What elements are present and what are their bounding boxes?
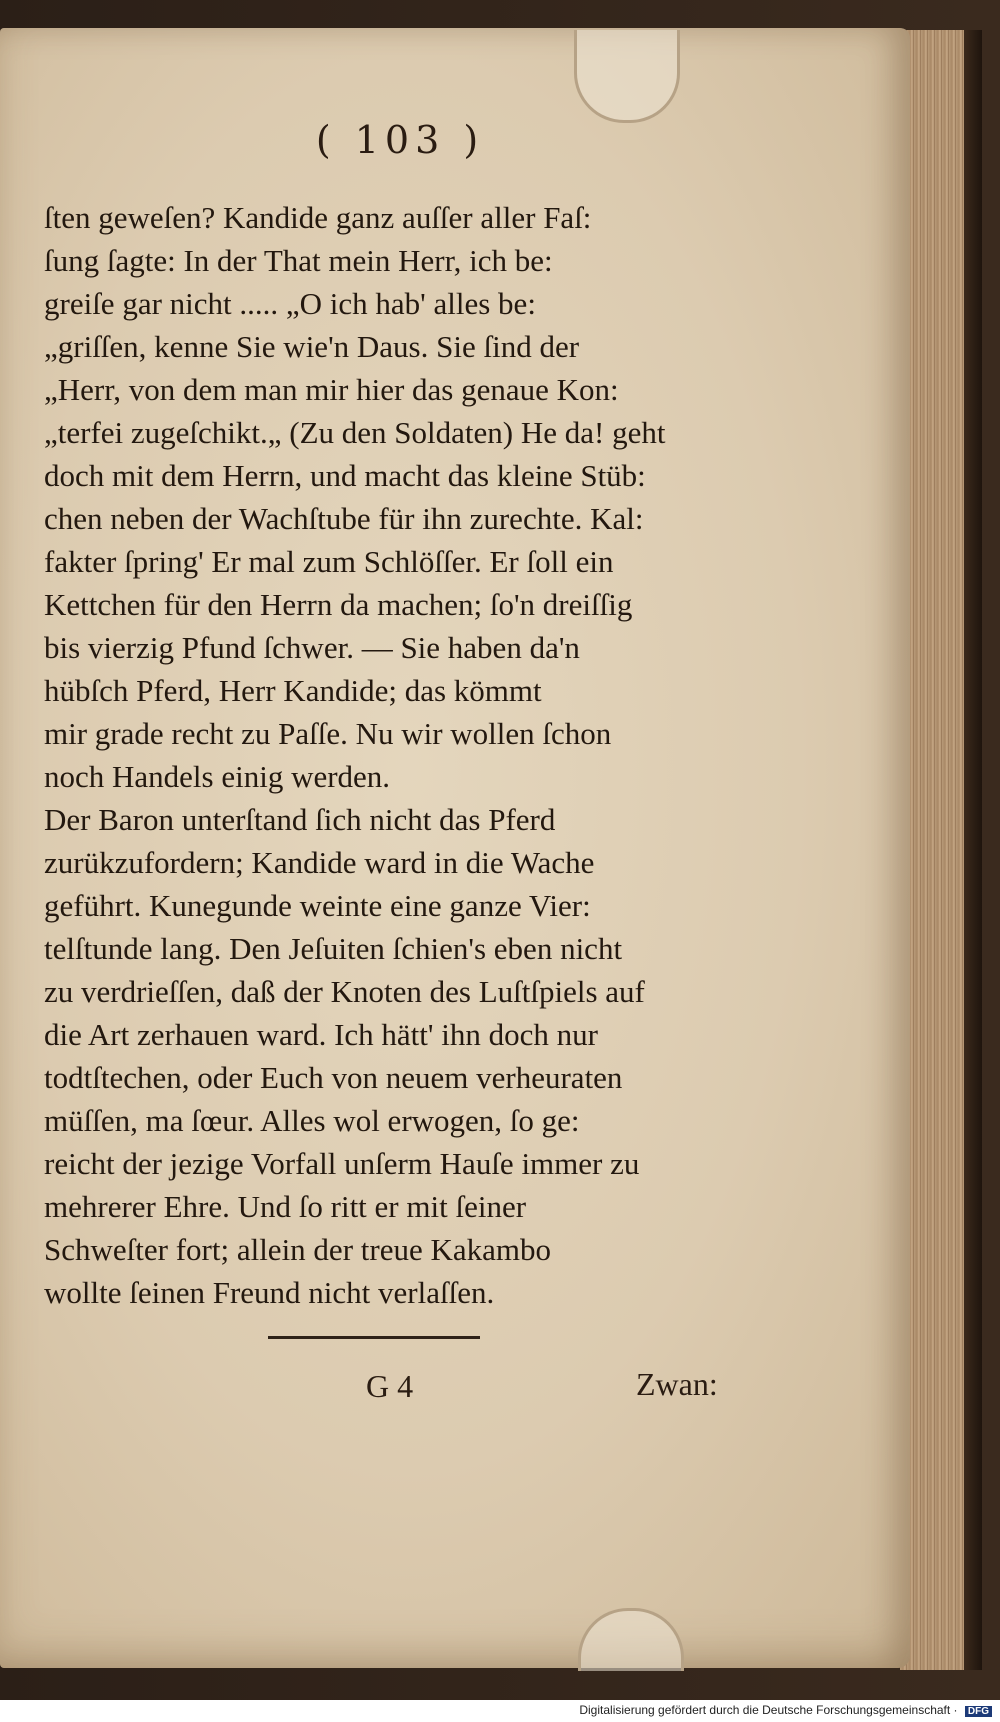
text-line: wollte ſeinen Freund nicht verlaſſen. xyxy=(44,1275,495,1310)
signature-mark: G 4 xyxy=(366,1368,414,1404)
footer-credit-text: Digitalisierung gefördert durch die Deutsche Forschungsgemeinschaft · xyxy=(579,1703,958,1717)
text-line: doch mit dem Herrn, und macht das kleine Stüb: xyxy=(44,458,646,493)
body-text xyxy=(44,196,714,1314)
text-line: mehrerer Ehre. Und ſo ritt er mit ſeiner xyxy=(44,1189,527,1224)
catchword: Zwan: xyxy=(636,1366,718,1402)
text-line: die Art zerhauen ward. Ich hätt' ihn doch nur xyxy=(44,1017,598,1052)
text-line: Der Baron unterſtand ſich nicht das Pferd xyxy=(44,802,556,837)
text-line: reicht der jezige Vorfall unſerm Hauſe immer zu xyxy=(44,1146,640,1181)
text-line: müſſen, ma ſœur. Alles wol erwogen, ſo ge: xyxy=(44,1103,580,1138)
text-line: „Herr, von dem man mir hier das genaue Kon: xyxy=(44,372,619,407)
dfg-logo: DFG xyxy=(965,1706,992,1717)
text-line: zu verdrieſſen, daß der Knoten des Luſtſpiels auf xyxy=(44,974,645,1009)
text-line: fakter ſpring' Er mal zum Schlöſſer. Er ſoll ein xyxy=(44,544,614,579)
text-line: hübſch Pferd, Herr Kandide; das kömmt xyxy=(44,673,542,708)
text-line: chen neben der Wachſtube für ihn zurechte. Kal: xyxy=(44,501,644,536)
text-line: zurükzufordern; Kandide ward in die Wache xyxy=(44,845,595,880)
text-line: noch Handels einig werden. xyxy=(44,759,391,794)
text-line: geführt. Kunegunde weinte eine ganze Vier: xyxy=(44,888,591,923)
section-rule xyxy=(268,1336,480,1339)
text-line: ſung ſagte: In der That mein Herr, ich be: xyxy=(44,243,553,278)
book-fore-edge xyxy=(900,30,982,1670)
text-line: todtſtechen, oder Euch von neuem verheuraten xyxy=(44,1060,623,1095)
text-line: telſtunde lang. Den Jeſuiten ſchien's eben nicht xyxy=(44,931,623,966)
text-line: Kettchen für den Herrn da machen; ſo'n dreiſſig xyxy=(44,587,633,622)
text-line: ſten geweſen? Kandide ganz auſſer aller Faſ: xyxy=(44,200,592,235)
page-number: ( 103 ) xyxy=(315,118,485,162)
text-line: mir grade recht zu Paſſe. Nu wir wollen ſchon xyxy=(44,716,612,751)
page-holder-clip-top xyxy=(574,30,680,123)
text-line: „griſſen, kenne Sie wie'n Daus. Sie ſind der xyxy=(44,329,580,364)
text-line: bis vierzig Pfund ſchwer. — Sie haben da'n xyxy=(44,630,580,665)
text-line: greiſe gar nicht ..... „O ich hab' alles be: xyxy=(44,286,536,321)
book-cover-edge xyxy=(964,30,982,1670)
text-line: „terfei zugeſchikt.„ (Zu den Soldaten) He da! geht xyxy=(44,415,666,450)
text-line: Schweſter fort; allein der treue Kakambo xyxy=(44,1232,551,1267)
footer-credit xyxy=(579,1703,992,1717)
